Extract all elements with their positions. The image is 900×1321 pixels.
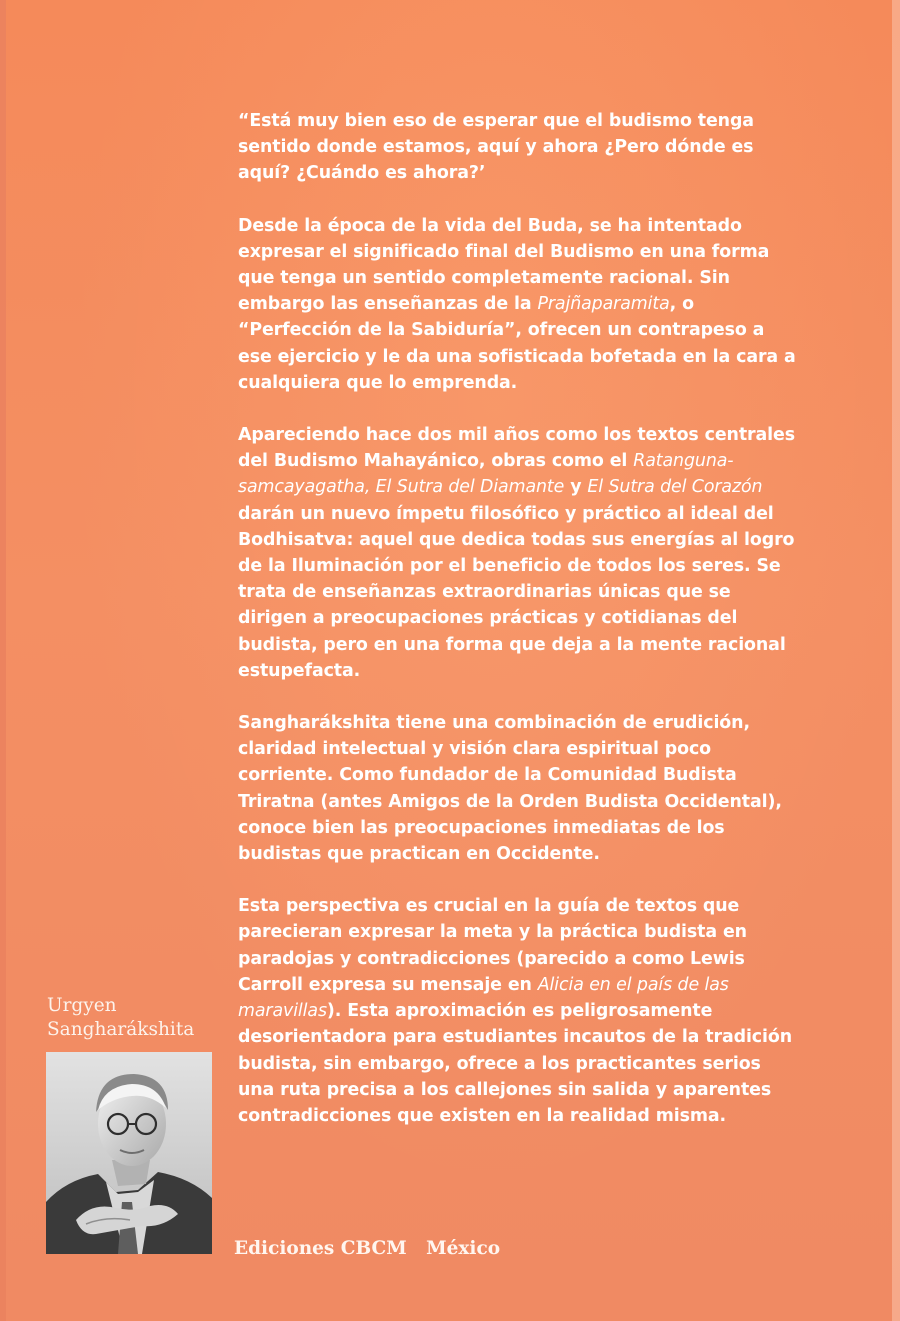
text-run: “Está muy bien eso de esperar que el budismo tenga sentido donde estamos, aquí y ahora ¿Pero dónde es aquí? ¿Cuándo es ahora?’ bbox=[238, 111, 754, 184]
blurb bbox=[238, 108, 798, 1155]
italic-title: Ratanguna-samcayagatha, El Sutra del Diamante bbox=[238, 451, 734, 498]
author-last-name: Sangharákshita bbox=[47, 1019, 195, 1040]
blurb-paragraph bbox=[238, 893, 798, 1129]
text-run: Apareciendo hace dos mil años como los textos centrales del Budismo Mahayánico, obras como el bbox=[238, 425, 795, 472]
publisher-imprint bbox=[234, 1238, 500, 1259]
italic-title: Alicia en el país de las maravillas bbox=[238, 974, 729, 1022]
publisher-place: México bbox=[426, 1238, 501, 1259]
blurb-paragraph bbox=[238, 108, 798, 187]
text-run: Esta perspectiva es crucial en la guía de textos que parecieran expresar la meta y la práctica budista en paradojas y contradicciones (parecido a como Lewis Carroll expresa su mensaje en bbox=[238, 896, 747, 995]
text-run: ). Esta aproximación es peligrosamente desorientadora para estudiantes incautos de la tradición budista, sin embargo, ofrece a los practicantes serios una ruta precisa a los callejones sin salida y aparentes contradicciones que existen en la realidad misma. bbox=[238, 1001, 793, 1126]
text-run: Sangharákshita tiene una combinación de erudición, claridad intelectual y visión clara espiritual poco corriente. Como fundador de la Comunidad Budista Triratna (antes Amigos de la Orden Budista Occidental), conoce bien las preocupaciones inmediatas de los budistas que practican en Occidente. bbox=[238, 713, 782, 865]
text-run: y bbox=[564, 477, 588, 498]
text-run: Desde la época de la vida del Buda, se ha intentado expresar el significado final del Budismo en una forma que tenga un sentido completamente racional. Sin embargo las enseñanzas de la bbox=[238, 215, 770, 315]
italic-title: Prajñaparamita bbox=[537, 294, 670, 315]
blurb-paragraph bbox=[238, 710, 798, 867]
publisher-name: Ediciones CBCM bbox=[234, 1238, 407, 1259]
author-first-name: Urgyen bbox=[47, 995, 117, 1016]
author-photo bbox=[46, 1052, 212, 1254]
blurb-paragraph bbox=[238, 213, 798, 396]
text-run: darán un nuevo ímpetu filosófico y práctico al ideal del Bodhisatva: aquel que dedica todas sus energías al logro de la Iluminación por el beneficio de todos los seres. Se trata de enseñanzas extraordinarias únicas que se dirigen a preocupaciones prácticas y cotidianas del budista, pero en una forma que deja a la mente racional estupefacta. bbox=[238, 503, 795, 681]
text-run: , o “Perfección de la Sabiduría”, ofrecen un contrapeso a ese ejercicio y le da una sofisticada bofetada en la cara a cualquiera que lo emprenda. bbox=[238, 294, 796, 393]
author-name bbox=[47, 994, 222, 1042]
blurb-paragraph bbox=[238, 422, 798, 684]
italic-title: El Sutra del Corazón bbox=[587, 477, 763, 498]
